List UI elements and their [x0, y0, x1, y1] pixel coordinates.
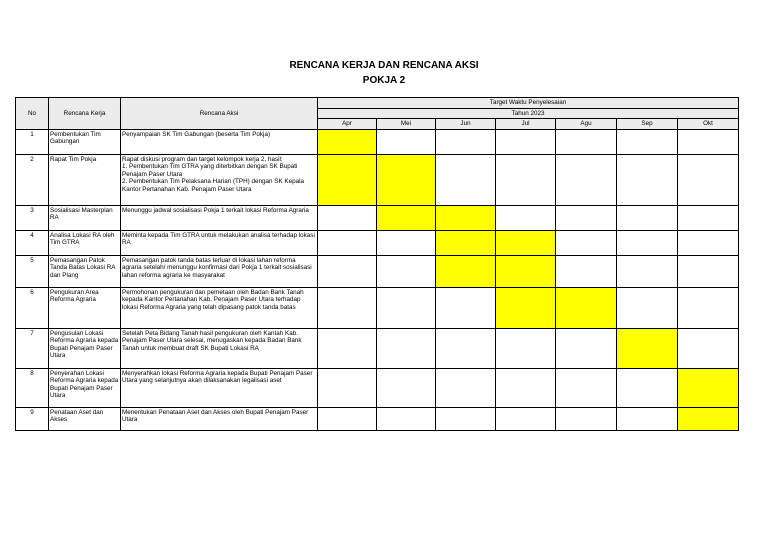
- timeline-cell: [377, 154, 436, 205]
- timeline-cell: [556, 205, 617, 230]
- timeline-cell: [496, 407, 556, 430]
- rencana-kerja-cell: Rapat Tim Pokja: [49, 154, 121, 205]
- timeline-cell: [436, 328, 496, 368]
- timeline-cell: [318, 328, 377, 368]
- table-row: [16, 255, 739, 287]
- rencana-aksi-cell: Menyerahkan lokasi Reforma Agraria kepada Bupati Penajam Paser Utara yang selanjutnya akan dilaksanakan legalisasi aset: [121, 368, 318, 407]
- timeline-cell: [678, 230, 739, 255]
- timeline-cell: [496, 154, 556, 205]
- timeline-cell: [617, 287, 678, 328]
- timeline-cell: [617, 230, 678, 255]
- timeline-cell: [496, 287, 556, 328]
- timeline-cell: [496, 328, 556, 368]
- timeline-cell: [436, 255, 496, 287]
- month-header: Jul: [496, 119, 556, 130]
- row-number: 4: [16, 230, 49, 255]
- timeline-cell: [318, 129, 377, 154]
- rencana-aksi-cell: Rapat diskusi program dan target kelompok kerja 2, hasil: 1. Pembentukan Tim GTRA yang diterbitkan dengan SK Bupati Penajam Paser Utara 2. Pembentukan Tim Pelaksana Harian (TPH) dengan SK Kepala Kantor Pertanahan Kab. Penajam Paser Utara: [121, 154, 318, 205]
- timeline-cell: [678, 154, 739, 205]
- timeline-cell: [318, 407, 377, 430]
- month-header: Mei: [377, 119, 436, 130]
- timeline-cell: [377, 287, 436, 328]
- plan-table: [15, 97, 739, 431]
- page-subtitle: POKJA 2: [362, 75, 406, 86]
- timeline-cell: [678, 328, 739, 368]
- timeline-cell: [496, 255, 556, 287]
- row-number: 3: [16, 205, 49, 230]
- table-row: [16, 407, 739, 430]
- month-header: Agu: [556, 119, 617, 130]
- timeline-cell: [318, 230, 377, 255]
- rencana-kerja-cell: Pemasangan Patok Tanda Batas Lokasi RA dan Plang: [49, 255, 121, 287]
- timeline-cell: [318, 287, 377, 328]
- row-number: 1: [16, 129, 49, 154]
- timeline-cell: [617, 255, 678, 287]
- row-number: 5: [16, 255, 49, 287]
- timeline-cell: [678, 368, 739, 407]
- timeline-cell: [377, 205, 436, 230]
- page-title: RENCANA KERJA DAN RENCANA AKSI: [289, 60, 479, 71]
- table-row: [16, 368, 739, 407]
- timeline-cell: [556, 407, 617, 430]
- timeline-cell: [377, 328, 436, 368]
- timeline-cell: [318, 368, 377, 407]
- timeline-cell: [436, 368, 496, 407]
- timeline-cell: [377, 230, 436, 255]
- timeline-cell: [318, 255, 377, 287]
- table-row: [16, 205, 739, 230]
- header-rencana-kerja: Rencana Kerja: [49, 98, 121, 130]
- timeline-cell: [617, 129, 678, 154]
- rencana-kerja-cell: Analisa Lokasi RA oleh Tim GTRA: [49, 230, 121, 255]
- timeline-cell: [556, 255, 617, 287]
- timeline-cell: [678, 255, 739, 287]
- row-number: 9: [16, 407, 49, 430]
- month-header: Okt: [678, 119, 739, 130]
- row-number: 2: [16, 154, 49, 205]
- timeline-cell: [496, 129, 556, 154]
- timeline-cell: [678, 129, 739, 154]
- timeline-cell: [617, 154, 678, 205]
- header-target: Target Waktu Penyelesaian: [318, 98, 739, 109]
- rencana-kerja-cell: Penyerahan Lokasi Reforma Agraria kepada Bupati Penajam Paser Utara: [49, 368, 121, 407]
- rencana-kerja-cell: Pengusulan Lokasi Reforma Agraria kepada Bupati Penajam Paser Utara: [49, 328, 121, 368]
- timeline-cell: [678, 205, 739, 230]
- timeline-cell: [436, 154, 496, 205]
- rencana-kerja-cell: Sosialisasi Masterplan RA: [49, 205, 121, 230]
- timeline-cell: [617, 407, 678, 430]
- rencana-kerja-cell: Pembentukan Tim Gabungan: [49, 129, 121, 154]
- table-row: [16, 230, 739, 255]
- rencana-aksi-cell: Permohonan pengukuran dan pemetaan oleh Badan Bank Tanah kepada Kantor Pertanahan Kab. Penajam Paser Utara terhadap lokasi Reforma Agraria yang telah dipasang patok tanda batas: [121, 287, 318, 328]
- timeline-cell: [496, 205, 556, 230]
- rencana-aksi-cell: Penyampaian SK Tim Gabungan (beserta Tim Pokja): [121, 129, 318, 154]
- timeline-cell: [436, 230, 496, 255]
- timeline-cell: [377, 129, 436, 154]
- row-number: 6: [16, 287, 49, 328]
- header-year: Tahun 2023: [318, 108, 739, 119]
- timeline-cell: [377, 368, 436, 407]
- timeline-cell: [556, 129, 617, 154]
- rencana-aksi-cell: Pemasangan patok tanda batas terluar di lokasi lahan reforma agraria setelah/ menunggu konfirmasi dari Pokja 1 terkait sosialisasi lahan reforma agraria ke masyarakat: [121, 255, 318, 287]
- rencana-aksi-cell: Meminta kepada Tim GTRA untuk melakukan analisa terhadap lokasi RA: [121, 230, 318, 255]
- table-row: [16, 129, 739, 154]
- timeline-cell: [377, 407, 436, 430]
- timeline-cell: [436, 407, 496, 430]
- timeline-cell: [617, 205, 678, 230]
- row-number: 7: [16, 328, 49, 368]
- timeline-cell: [556, 154, 617, 205]
- timeline-cell: [678, 287, 739, 328]
- timeline-cell: [496, 230, 556, 255]
- header-rencana-aksi: Rencana Aksi: [121, 98, 318, 130]
- rencana-aksi-cell: Menunggu jadwal sosialisasi Pokja 1 terkait lokasi Reforma Agraria: [121, 205, 318, 230]
- timeline-cell: [318, 205, 377, 230]
- table-row: [16, 287, 739, 328]
- month-header: Apr: [318, 119, 377, 130]
- timeline-cell: [556, 230, 617, 255]
- timeline-cell: [496, 368, 556, 407]
- timeline-cell: [436, 205, 496, 230]
- timeline-cell: [556, 328, 617, 368]
- timeline-cell: [556, 287, 617, 328]
- row-number: 8: [16, 368, 49, 407]
- rencana-kerja-cell: Pengukuran Area Reforma Agraria: [49, 287, 121, 328]
- table-row: [16, 328, 739, 368]
- timeline-cell: [556, 368, 617, 407]
- table-row: [16, 154, 739, 205]
- timeline-cell: [678, 407, 739, 430]
- month-header: Jun: [436, 119, 496, 130]
- rencana-aksi-cell: Setelah Peta Bidang Tanah hasil pengukuran oleh Kantah Kab. Penajam Paser Utara selesai, menugaskan kepada Badan Bank Tanah untuk membuat draft SK Bupati Lokasi RA: [121, 328, 318, 368]
- rencana-kerja-cell: Penataan Aset dan Akses: [49, 407, 121, 430]
- timeline-cell: [617, 328, 678, 368]
- month-header: Sep: [617, 119, 678, 130]
- timeline-cell: [377, 255, 436, 287]
- timeline-cell: [436, 129, 496, 154]
- timeline-cell: [617, 368, 678, 407]
- timeline-cell: [436, 287, 496, 328]
- rencana-aksi-cell: Menentukan Penataan Aset dan Akses oleh Bupati Penajam Paser Utara: [121, 407, 318, 430]
- timeline-cell: [318, 154, 377, 205]
- header-no: No: [16, 98, 49, 130]
